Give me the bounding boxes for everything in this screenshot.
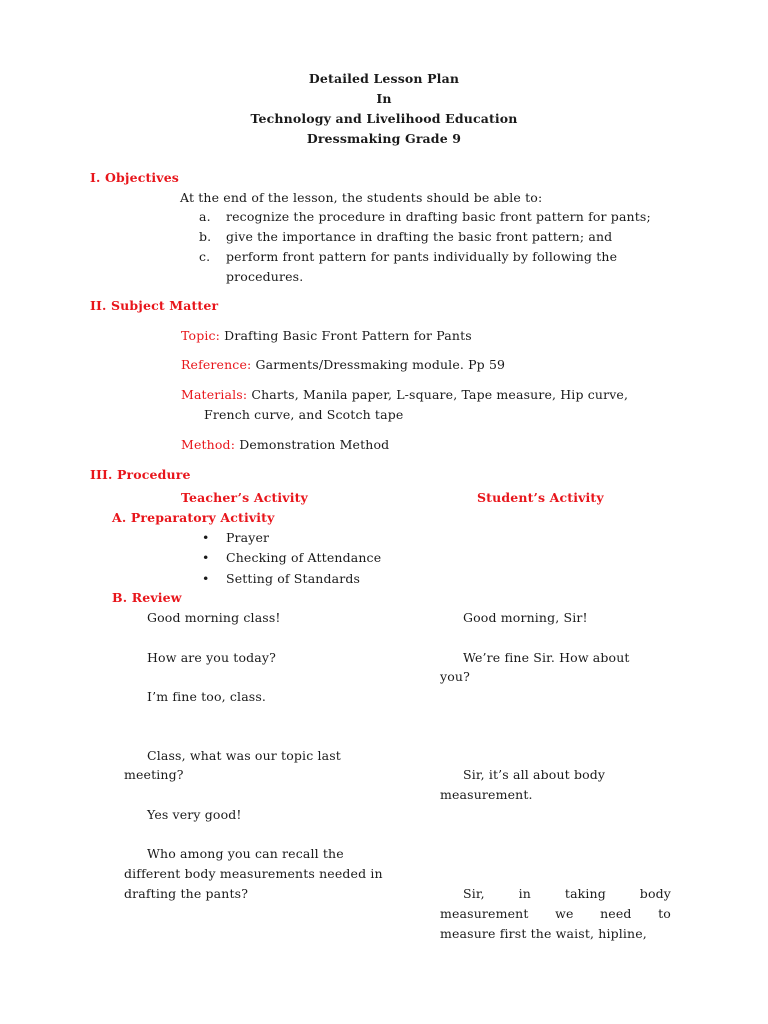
objective-item-a: recognize the procedure in drafting basic front pattern for pants; [226, 209, 651, 224]
title-line-3: Technology and Livelihood Education [250, 111, 518, 126]
method-value: Demonstration Method [239, 437, 390, 452]
student-line-2b: you? [440, 669, 470, 684]
topic-value: Drafting Basic Front Pattern for Pants [224, 328, 472, 343]
title-line-4: Dressmaking Grade 9 [306, 131, 462, 146]
student-activity-header: Student’s Activity [477, 490, 604, 505]
teacher-line-6b: different body measurements needed in [124, 866, 383, 881]
objective-item-c-cont: procedures. [226, 269, 304, 284]
student-line-2a: We’re fine Sir. How about [463, 650, 630, 665]
materials-row [181, 387, 628, 403]
teacher-line-3: I’m fine too, class. [147, 689, 267, 704]
bullet-prayer: • Prayer [226, 530, 269, 546]
teacher-line-4a: Class, what was our topic last [147, 748, 341, 763]
teacher-line-5: Yes very good! [147, 807, 242, 822]
teacher-line-4b: meeting? [124, 767, 184, 782]
bullet-attendance: • Checking of Attendance [226, 550, 381, 566]
student-line-1: Good morning, Sir! [463, 610, 588, 625]
student-line-3a: Sir, it’s all about body [463, 767, 606, 782]
student-line-4b [440, 906, 671, 922]
materials-label: Materials: [181, 387, 248, 402]
student-word: body [639, 886, 671, 901]
student-word: Sir, [463, 886, 485, 901]
student-word: to [658, 906, 671, 921]
teacher-line-6a: Who among you can recall the [147, 846, 344, 861]
objective-marker-c: c. [199, 249, 211, 264]
teacher-line-1: Good morning class! [147, 610, 281, 625]
reference-value: Garments/Dressmaking module. Pp 59 [255, 357, 506, 372]
reference-row [181, 357, 505, 373]
student-word: we [555, 906, 574, 921]
topic-label: Topic: [181, 328, 221, 343]
title-line-2: In [376, 91, 392, 106]
teacher-line-2: How are you today? [147, 650, 276, 665]
objective-item-b: give the importance in drafting the basic front pattern; and [226, 229, 613, 244]
student-word: need [600, 906, 632, 921]
topic-row [181, 328, 472, 344]
objectives-heading: I. Objectives [90, 170, 179, 185]
title-line-1: Detailed Lesson Plan [308, 71, 460, 86]
student-word: taking [564, 886, 606, 901]
teacher-line-6c: drafting the pants? [124, 886, 249, 901]
student-line-4c: measure first the waist, hipline, [440, 926, 647, 941]
materials-value: Charts, Manila paper, L-square, Tape measure, Hip curve, [251, 387, 629, 402]
objective-item-c: perform front pattern for pants individually by following the [226, 249, 618, 264]
objectives-intro: At the end of the lesson, the students should be able to: [180, 190, 543, 205]
objective-marker-b: b. [199, 229, 212, 244]
teacher-activity-header: Teacher’s Activity [181, 490, 308, 505]
method-row [181, 437, 389, 453]
section-a-heading: A. Preparatory Activity [112, 510, 275, 525]
reference-label: Reference: [181, 357, 252, 372]
method-label: Method: [181, 437, 236, 452]
procedure-heading: III. Procedure [90, 467, 191, 482]
student-word: measurement [440, 906, 529, 921]
bullet-standards: • Setting of Standards [226, 571, 360, 587]
section-b-heading: B. Review [112, 590, 182, 605]
subject-matter-heading: II. Subject Matter [90, 298, 219, 313]
student-word: in [518, 886, 531, 901]
student-line-3b: measurement. [440, 787, 533, 802]
student-line-4a [463, 886, 671, 902]
materials-value-cont: French curve, and Scotch tape [204, 407, 404, 422]
objective-marker-a: a. [199, 209, 211, 224]
